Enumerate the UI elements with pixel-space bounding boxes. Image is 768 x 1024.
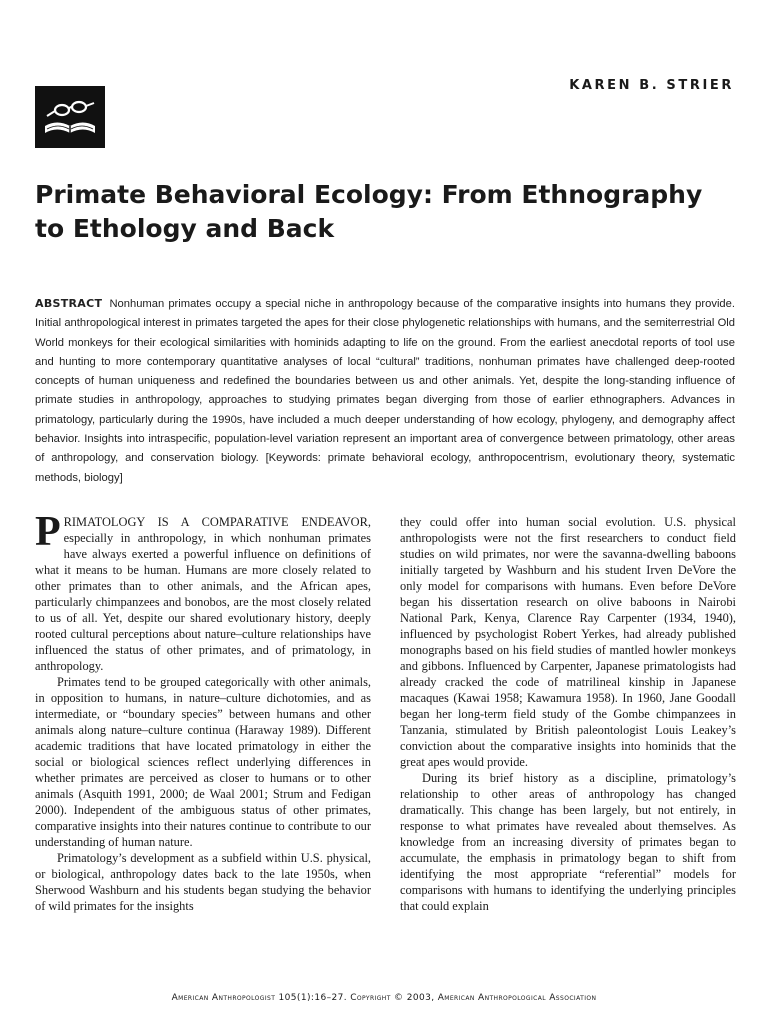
paragraph-text: RIMATOLOGY IS A COMPARATIVE ENDEAVOR, especially in anthropology, in which nonhuman primates have always exerted a powerful influence on definitions of what it means to be human. Humans are more closely related to other primates than to other animals, and the African apes, particularly chimpanzees and bonobos, are the most closely related to us of all. Yet, despite our shared evolutionary history, deeply rooted cultural perceptions about nature–culture relationships have influenced the status of other primates, and of primatology, in anthropology.	[35, 515, 371, 673]
body-paragraph: they could offer into human social evolution. U.S. physical anthropologists were not the first researchers to conduct field studies on wild primates, nor were the savanna-dwelling baboons initially targeted by Washburn and his student Irven DeVore the only model for comparisons with humans. Even before DeVore began his dissertation research on olive baboons in Nairobi National Park, Kenya, Clarence Ray Carpenter (1934, 1940), influenced by psychologist Robert Yerkes, had already published monographs based on his field studies of mantled howler monkeys and gibbons. Influenced by Carpenter, Japanese primatologists had already cracked the code of matrilineal kinship in Japanese macaques (Kawai 1958; Kawamura 1958). In 1960, Jane Goodall began her long-term field study of the Gombe chimpanzees in Tanzania, stimulated by British paleontologist Louis Leakey’s conviction about the comparative insights into hominids that the great apes would provide.	[400, 515, 736, 769]
open-book-with-glasses-icon	[35, 86, 105, 148]
body-paragraph: During its brief history as a discipline, primatology’s relationship to other areas of anthropology has changed dramatically. This change has been largely, but not entirely, in response to what primates have revealed about themselves. As knowledge from an increasing diversity of primates began to accumulate, the emphasis in primatology began to shift from identifying the most appropriate “referential” models for comparisons with humans to identifying the underlying principles that could explain	[400, 771, 736, 913]
body-paragraph	[35, 509, 371, 674]
body-paragraph: Primatology’s development as a subfield within U.S. physical, or biological, anthropology dates back to the late 1950s, when Sherwood Washburn and his students began studying the behavior of wild primates for the insights	[35, 851, 371, 913]
abstract-text: Nonhuman primates occupy a special niche in anthropology because of the comparative insights into humans they provide. Initial anthropological interest in primates targeted the apes for their close phylogenetic relationships with humans, and the semiterrestrial Old World monkeys for their ecological similarities with hominids adapting to life on the ground. From the earliest anecdotal reports of tool use and hunting to more contemporary quantitative analyses of local “cultural” traditions, nonhuman primates have challenged deep-rooted concepts of human uniqueness and redefined the boundaries between us and other animals. Yet, despite the long-standing influence of primate studies in anthropology, approaches to studying primates began diverging from those of earlier ethnographers. Advances in primatology, particularly during the 1990s, have included a much deeper understanding of how ecology, phylogeny, and demography affect behavior. Insights into intraspecific, population-level variation represent an important area of convergence between primatology, other areas of anthropology, and conservation biology. [Keywords: primate behavioral ecology, anthropocentrism, evolutionary theory, systematic methods, biology]	[35, 298, 735, 484]
abstract-label: ABSTRACT	[35, 297, 103, 310]
drop-cap: P	[35, 509, 61, 555]
body-paragraph: Primates tend to be grouped categorically with other animals, in opposition to humans, in nature–culture dichotomies, and as intermediate, or “boundary species” between humans and other animals along nature–culture continua (Haraway 1989). Different academic traditions that have located primatology in either the social or biological sciences reflect underlying differences in whether primates are perceived as closer to humans or to other animals (Asquith 1991, 2000; de Waal 2001; Strum and Fedigan 2000). Independent of the ambiguous status of other primates, comparative insights into their natures continue to contribute to our understanding of human nature.	[35, 675, 371, 849]
left-column	[35, 509, 371, 914]
author-name: KAREN B. STRIER	[569, 78, 734, 93]
right-column	[400, 514, 736, 914]
footer-citation: American Anthropologist 105(1):16–27. Copyright © 2003, American Anthropological Association	[171, 993, 597, 1003]
abstract	[35, 294, 735, 488]
article-title: Primate Behavioral Ecology: From Ethnography to Ethology and Back	[35, 180, 703, 243]
